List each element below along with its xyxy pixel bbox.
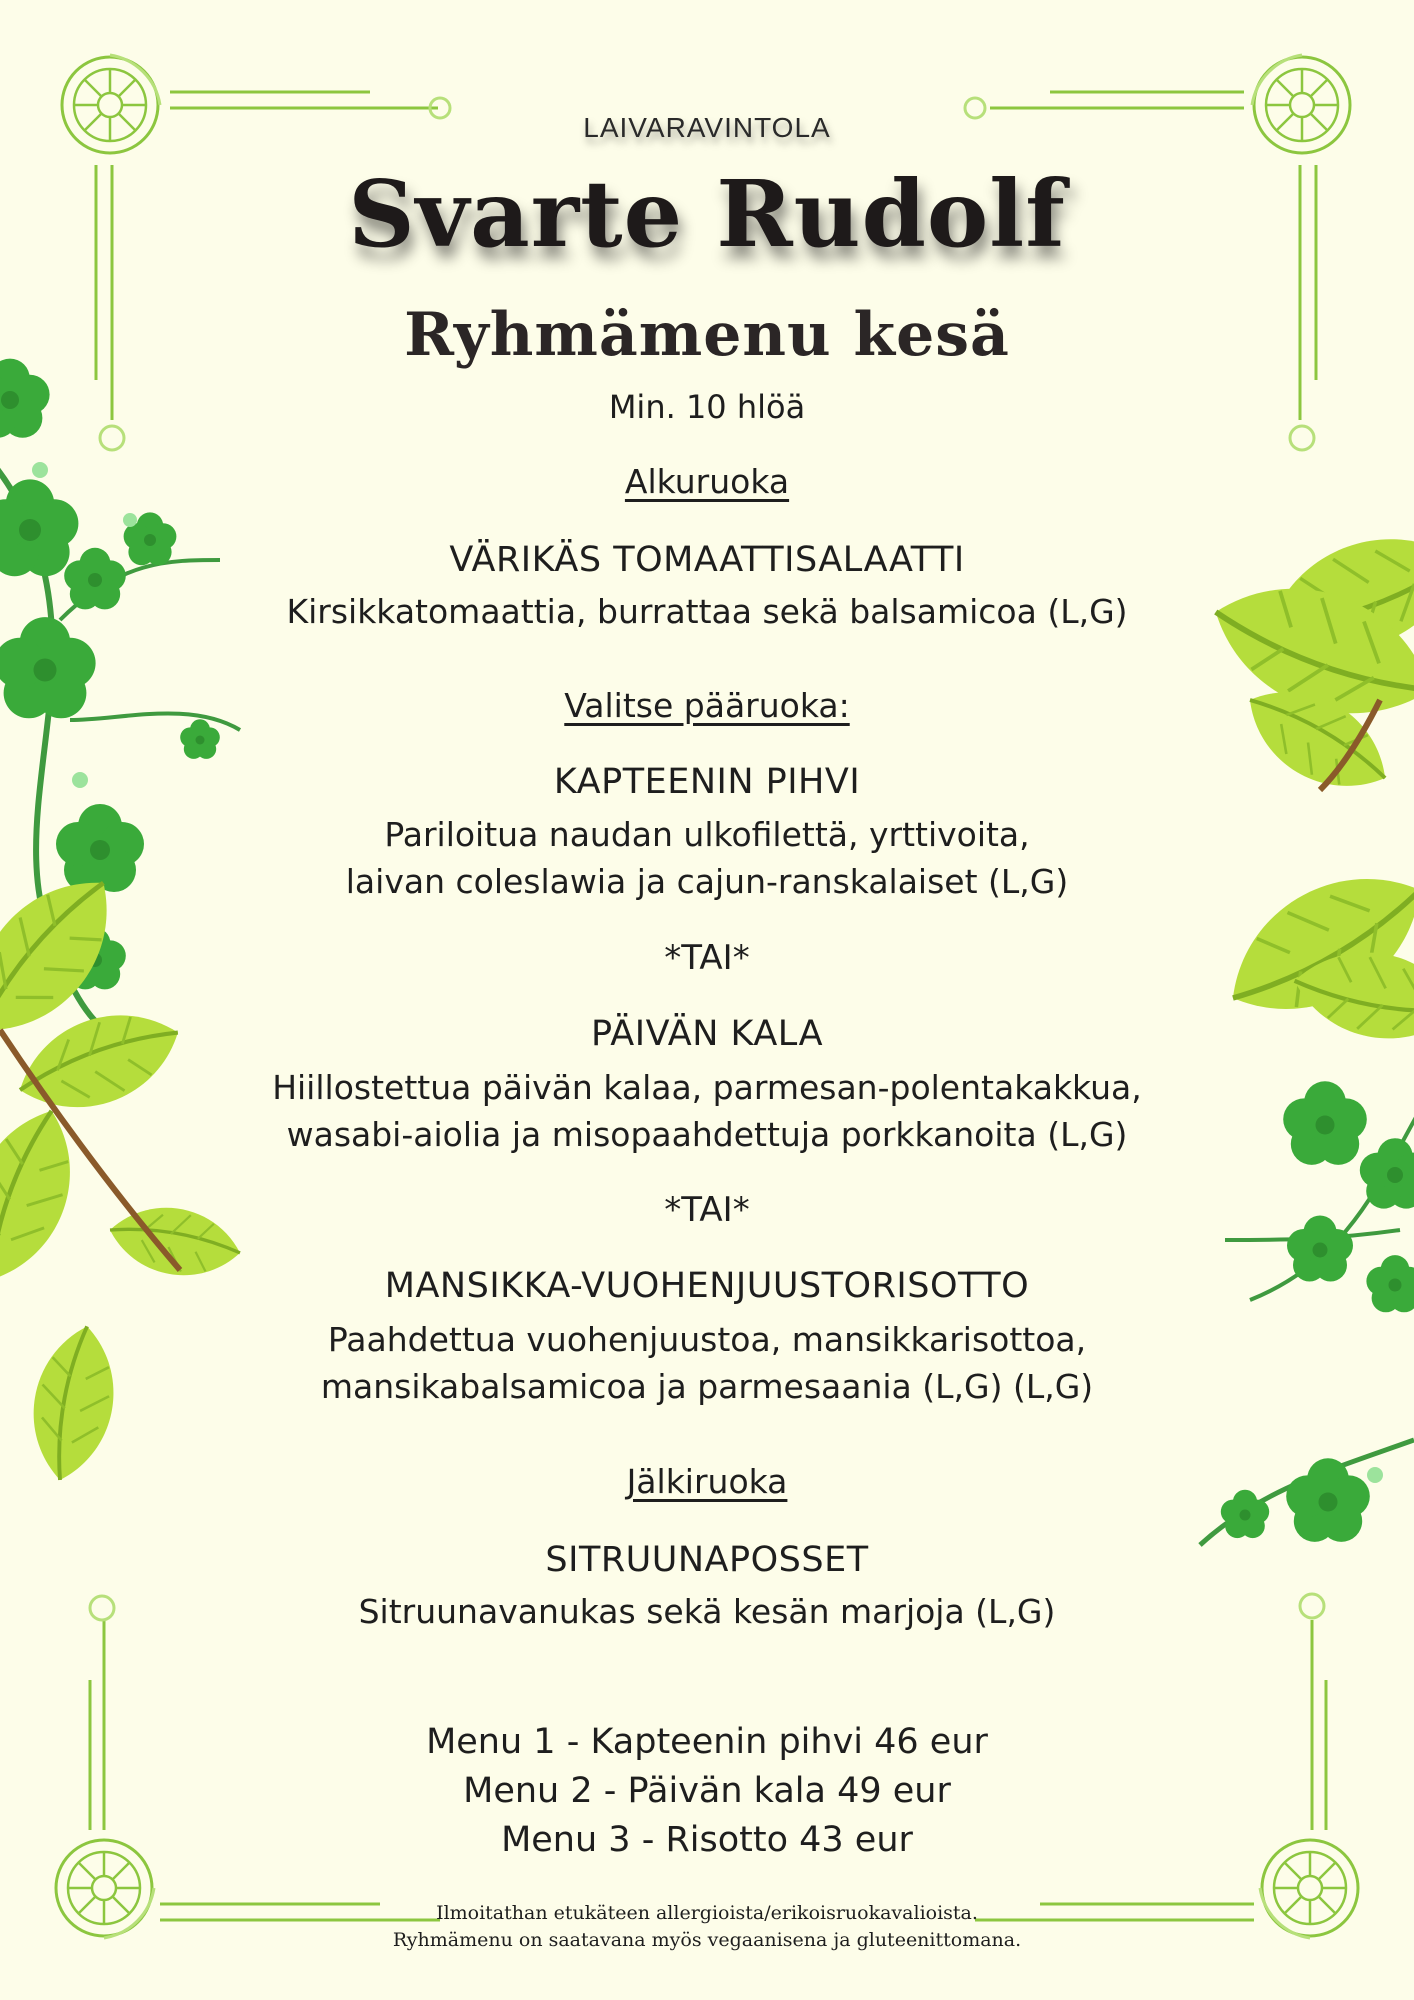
main-option-1-desc-line2: laivan coleslawia ja cajun-ranskalaiset (L,G) bbox=[345, 862, 1069, 901]
dessert-dish-description: Sitruunavanukas sekä kesän marjoja (L,G) bbox=[358, 1592, 1056, 1631]
main-option-2-desc-line1: Hiillostettua päivän kalaa, parmesan-polentakakkua, bbox=[272, 1068, 1142, 1107]
or-separator: *TAI* bbox=[664, 938, 750, 978]
restaurant-name-logo: Svarte Rudolf bbox=[348, 160, 1066, 268]
starter-heading: Alkuruoka bbox=[624, 462, 790, 501]
price-menu-3: Menu 3 - Risotto 43 eur bbox=[501, 1820, 913, 1860]
price-menu-1: Menu 1 - Kapteenin pihvi 46 eur bbox=[426, 1722, 988, 1762]
dessert-dish-name: SITRUUNAPOSSET bbox=[545, 1540, 869, 1580]
starter-dish-name: VÄRIKÄS TOMAATTISALAATTI bbox=[449, 540, 965, 580]
starter-dish-description: Kirsikkatomaattia, burrattaa sekä balsamicoa (L,G) bbox=[286, 592, 1128, 631]
main-course-heading: Valitse pääruoka: bbox=[564, 686, 850, 725]
vegan-gluten-free-note: Ryhmämenu on saatavana myös vegaanisena ja gluteenittomana. bbox=[392, 1929, 1022, 1951]
main-option-2-name: PÄIVÄN KALA bbox=[590, 1014, 824, 1054]
main-option-3-name: MANSIKKA-VUOHENJUUSTORISOTTO bbox=[384, 1266, 1030, 1306]
main-option-3-desc-line2: mansikabalsamicoa ja parmesaania (L,G) (L,G) bbox=[320, 1367, 1094, 1406]
main-option-3-desc-line1: Paahdettua vuohenjuustoa, mansikkarisottoa, bbox=[327, 1320, 1087, 1359]
main-option-1-desc-line1: Pariloitua naudan ulkofilettä, yrttivoita, bbox=[384, 815, 1030, 854]
restaurant-type: LAIVARAVINTOLA bbox=[583, 112, 831, 143]
allergy-note: Ilmoitathan etukäteen allergioista/erikoisruokavalioista. bbox=[436, 1902, 978, 1924]
main-option-2-desc-line2: wasabi-aiolia ja misopaahdettuja porkkanoita (L,G) bbox=[286, 1115, 1128, 1154]
menu-title: Ryhmämenu kesä bbox=[404, 300, 1010, 370]
price-menu-2: Menu 2 - Päivän kala 49 eur bbox=[463, 1771, 951, 1811]
or-separator: *TAI* bbox=[664, 1190, 750, 1230]
dessert-heading: Jälkiruoka bbox=[626, 1462, 788, 1501]
main-option-1-name: KAPTEENIN PIHVI bbox=[553, 762, 861, 802]
min-group-size: Min. 10 hlöä bbox=[608, 388, 806, 426]
